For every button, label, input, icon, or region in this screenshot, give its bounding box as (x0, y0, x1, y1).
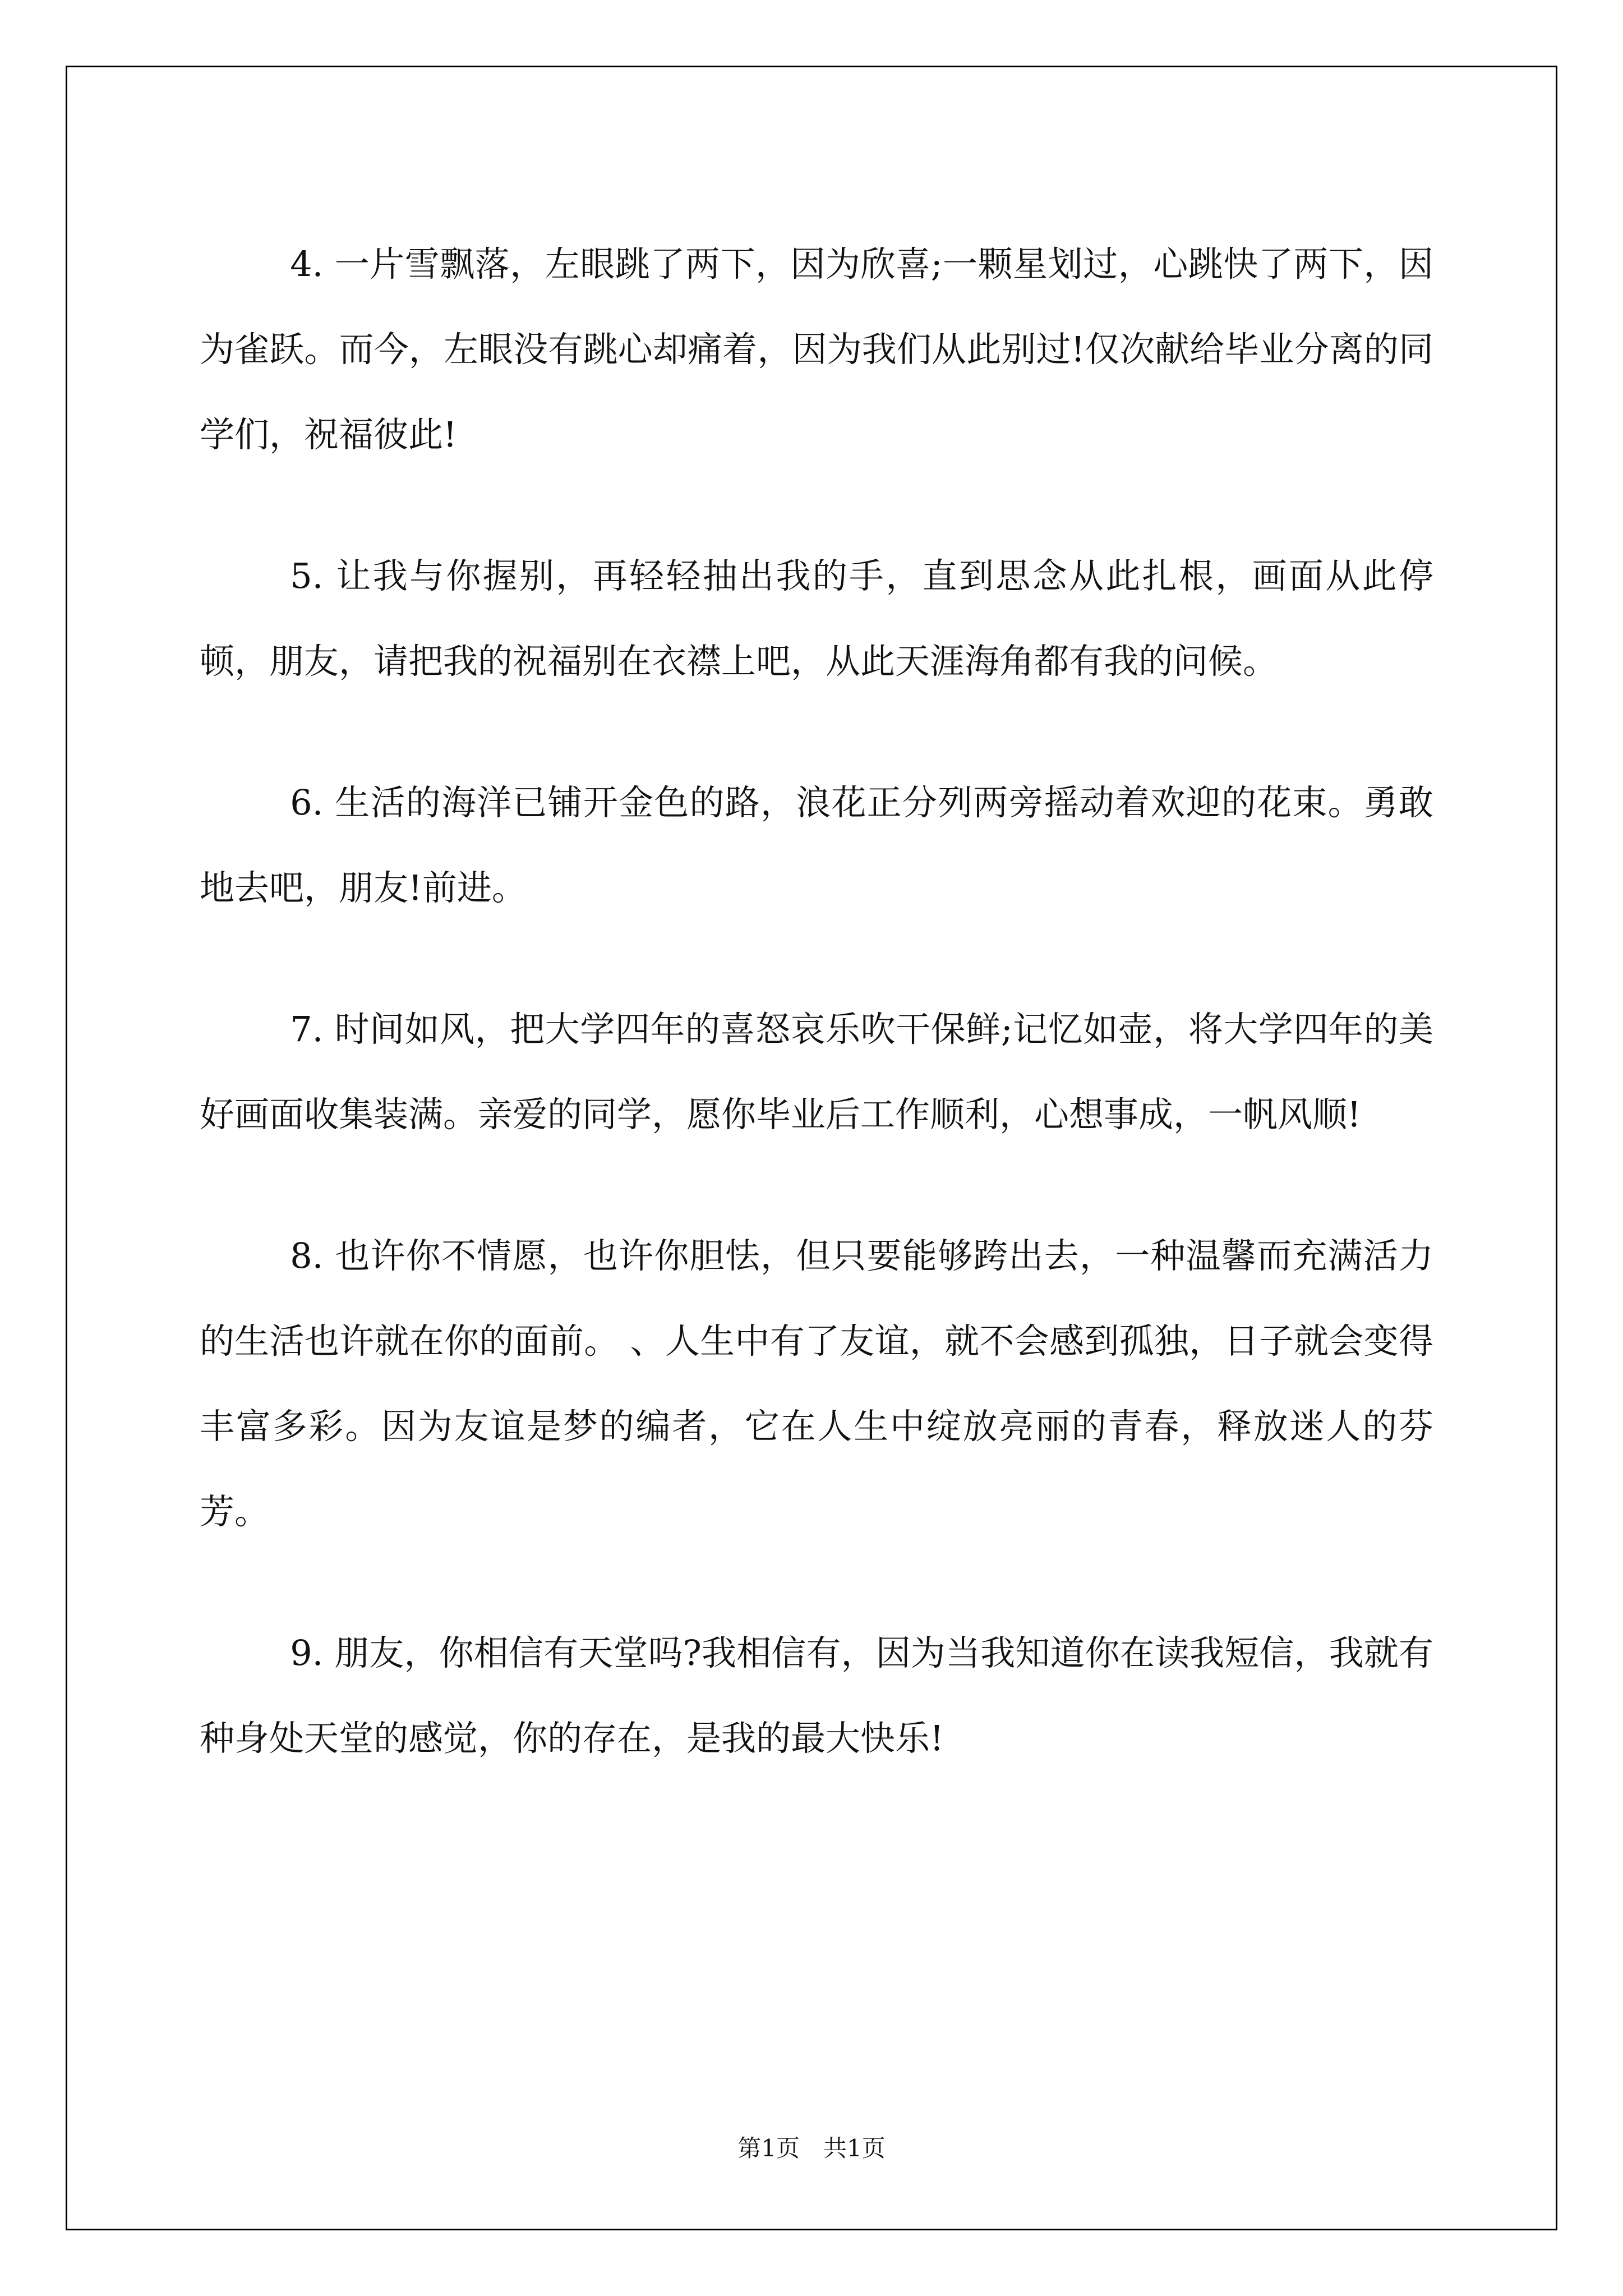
document-body (200, 222, 1433, 1837)
paragraph-4: 4. 一片雪飘落，左眼跳了两下，因为欣喜;一颗星划过，心跳快了两下，因为雀跃。而今，左眼没有跳心却痛着，因为我们从此别过!仅次献给毕业分离的同学们，祝福彼此! (200, 243, 1433, 455)
page-footer: 第1页 共1页 (737, 2134, 886, 2162)
paragraph-7: 7. 时间如风，把大学四年的喜怒哀乐吹干保鲜;记忆如壶，将大学四年的美好画面收集装满。亲爱的同学，愿你毕业后工作顺利，心想事成，一帆风顺! (200, 1009, 1433, 1135)
paragraph-9: 9. 朋友，你相信有天堂吗?我相信有，因为当我知道你在读我短信，我就有种身处天堂的感觉，你的存在，是我的最大快乐! (200, 1632, 1433, 1759)
paragraph-5: 5. 让我与你握别，再轻轻抽出我的手，直到思念从此扎根，画面从此停顿，朋友，请把我的祝福别在衣襟上吧，从此天涯海角都有我的问候。 (200, 555, 1433, 682)
paragraph-6: 6. 生活的海洋已铺开金色的路，浪花正分列两旁摇动着欢迎的花束。勇敢地去吧，朋友!前进。 (200, 782, 1433, 908)
paragraph-8: 8. 也许你不情愿，也许你胆怯，但只要能够跨出去，一种温馨而充满活力的生活也许就在你的面前。 、人生中有了友谊，就不会感到孤独，日子就会变得丰富多彩。因为友谊是梦的编者，它在人生中绽放亮丽的青春，释放迷人的芬芳。 (200, 1235, 1433, 1532)
